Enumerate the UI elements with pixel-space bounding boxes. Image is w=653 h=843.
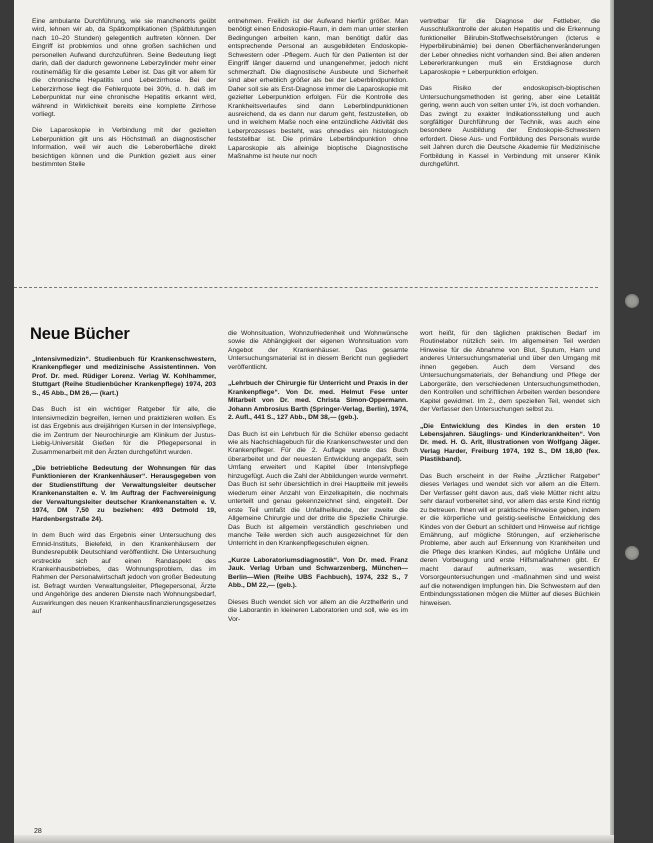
paragraph: Die Laparoskopie in Verbindung mit der gezielten Leberpunktion gilt uns als Höchstmaß an diagnostischer Information, weil wir auch die Leberoberfläche direkt besichtigen können und die Punktion gezielt aus einer bestimmten Stelle	[32, 127, 216, 169]
book-title-entry: „Die Entwicklung des Kindes in den ersten 10 Lebensjahren. Säuglings- und Kinderkrankheiten“. Von Dr. med. H. G. Arlt, Illustrationen von Wolfgang Jäger. Verlag Harder, Freiburg 1974, 192 S., DM 18,80 (fex. Plastikband).	[420, 422, 600, 464]
top-column-2	[228, 18, 408, 170]
paragraph: entnehmen. Freilich ist der Aufwand hierfür größer. Man benötigt einen Endoskopie-Raum, in dem man unter sterilen Bedingungen arbeiten kann, man benötigt dafür das entsprechende Personal an ausgebildeten Endoskopie-Schwestern oder -Pflegern. Auch für den Patienten ist der Eingriff länger dauernd und unangenehmer, jedoch nicht schmerzhaft. Die diagnostische Ausbeute und Sicherheit sind aber erheblich größer als bei der Leberblindpunktion. Daher soll sie als Erst-Diagnose immer die Laparoskopie mit gezielter Leberpunktion erfolgen. Für die Kontrolle des Krankheitsverlaufes sind dann Leberblindpunktionen ausreichend, da es dann nur darum geht, festzustellen, ob und in welchem Maße noch eine entzündliche Aktivität des Leberprozesses besteht, was ohnedies ein histologisch feststellbar ist. Die primäre Leberblindpunktion ohne Laparoskopie als alleinige bioptische Diagnostische Maßnahme ist heute nur noch	[228, 18, 408, 161]
paragraph: vertretbar für die Diagnose der Fettleber, die Ausschlußkontrolle der akuten Hepatitis und die Erkennung funktioneller Bilirubin-Stoffwechselstörungen (Icterus e Hyperbilirubinämie) bei denen Oberflächenveränderungen der Leber ohnedies nicht vorhanden sind. Bei allen anderen Lebererkrankungen muß ein Erstdiagnose durch Laparoskopie + Leberpunktion erfolgen.	[420, 18, 600, 76]
book-title-entry: „Kurze Laboratoriumsdiagnostik“. Von Dr. med. Franz Jauk. Verlag Urban und Schwarzenberg, München—Berlin—Wien (Reihe UBS Fachbuch), 1974, 232 S., 7 Abb., DM 22,— (geb.).	[228, 556, 408, 590]
book-review-text: Das Buch ist ein Lehrbuch für die Schüler ebenso gedacht wie als Nachschlagebuch für die Krankenschwester und den Krankenpfleger. Für die 2. Auflage wurde das Buch überarbeitet und der neuesten Entwicklung angepaßt, sein Umfang erweitert und Kapitel über Intensivpflege hinzugefügt. Auch die Zahl der Abbildungen wurde vermehrt. Das Buch ist sehr übersichtlich in drei Hauptteile mit jeweils wiederum einer Anzahl von Einzelkapiteln, die nochmals unterteilt und genau gekennzeichnet sind, eingeteilt. Der erste Teil umfaßt die Unfallheilkunde, der zweite die Allgemeine Chirurgie und der dritte die Spezielle Chirurgie. Das Buch ist allgemein verständlich geschrieben und manche Teile werden sich auch ausgezeichnet für den Unterricht in den Krankenpflegeschulen eignen.	[228, 430, 408, 548]
book-review-text: die Wohnsituation, Wohnzufriedenheit und Wohnwünsche sowie die Abhängigkeit der eigenen Wohnsituation vom Angebot der Krankenhäuser. Das gesamte Untersuchungsmaterial ist in diesem Bericht nun gegliedert veröffentlicht.	[228, 330, 408, 371]
book-title-entry: „Die betriebliche Bedeutung der Wohnungen für das Funktionieren der Krankenhäuser“. Herausgegeben von der Studienstiftung der Verwaltungsleiter deutscher Krankenanstalten e. V. Im Auftrag der Fachvereinigung der Verwaltungsleiter deutscher Krankenanstalten e. V. 1974, DM 7,50 zu beziehen: 493 Detmold 19, Hardenbergstraße 24).	[32, 464, 216, 523]
paragraph: Das Risiko der endoskopisch-bioptischen Untersuchungsmethoden ist gering, aber eine Letalität gering, wenn auch von selten unter 1%, ist doch vorhanden. Das zwingt zu exakter Indikationsstellung und auch sorgfältiger Durchführung der Technik, was auch eine besondere Ausbildung der Endoskopie-Schwestern erfordert. Diese Aus- und Fortbildung des Personals wurde seit Jahren durch die Deutsche Akademie für Medizinische Fortbildung in Kassel in Verbindung mit unserer Klinik durchgeführt.	[420, 85, 600, 169]
page-edge-shadow	[610, 0, 614, 843]
book-review-text: In dem Buch wird das Ergebnis einer Untersuchung des Emnid-Instituts, Bielefeld, in den Krankenhäusern der Bundesrepublik Deutschland veröffentlicht. Die Untersuchung erstreckte sich auf einen Randaspekt des Krankenhausbetriebes, das Wohnungsproblem, das im Rahmen der Personalwirtschaft jedoch von großer Bedeutung ist. Befragt wurden Verwaltungsleiter, Pflegepersonal, Ärzte und Angehörige des anderen Dienste nach Wohnungsbedarf, Auswirkungen des neuen Krankenhausfinanzierungsgesetzes auf	[32, 532, 216, 616]
books-column-2	[228, 330, 408, 632]
book-title-entry: „Intensivmedizin“. Studienbuch für Krankenschwestern, Krankenpfleger und medizinische Assistentinnen. Von Prof. Dr. med. Rüdiger Lorenz. Verlag W. Kohlhammer, Stuttgart (Reihe Studienbücher Krankenpflege) 1974, 203 S., 45 Abb., DM 26,— (kart.)	[32, 356, 216, 397]
paragraph: Eine ambulante Durchführung, wie sie manchenorts geübt wird, lehnen wir ab, da Spätkomplikationen (Spätblutungen nach 10–20 Stunden) gelegentlich auftreten können. Der Eingriff ist problemlos und ohne großen sachlichen und personellen Aufwand durchzuführen. Seine Bedeutung liegt darin, daß der dadurch gewonnene Leberzylinder mehr einer routinemäßig für die gesamte Leber ist. Das gilt vor allem für die chronische Hepatitis und Leberzirrhose. Bei der Leberzirrhose liegt die Fehlerquote bei 30%, d. h. daß im Leberpunktat nur eine chronische Hepatitis erkannt wird, während in Wirklichkeit bereits eine komplette Zirrhose vorliegt.	[32, 18, 216, 118]
book-review-text: wort heißt, für den täglichen praktischen Bedarf im Routinelabor nützlich sein. Im allgemeinen Teil werden Hinweise für die Abnahme von Blut, Sputum, Harn und anderes Untersuchungsmaterial und über den Umgang mit ihnen gegeben. Auch dem Versand des Untersuchungsmaterials, der Behandlung und Pflege der Laborgeräte, den verschiedenen Untersuchungsmethoden, den Kontrollen und schriftlichen Arbeiten werden besondere Kapitel gewidmet. Im 2., dem speziellen Teil, wendet sich der Verfasser den Untersuchungen selbst zu.	[420, 330, 600, 414]
books-column-3	[420, 330, 600, 616]
book-title-entry: „Lehrbuch der Chirurgie für Unterricht und Praxis in der Krankenpflege“. Von Dr. med. Helmut Fese unter Mitarbeit von Dr. med. Christa Simon-Oppermann. Johann Ambrosius Barth (Springer-Verlag, Berlin), 1974, 2. Aufl., 441 S., 127 Abb., DM 38,— (geb.).	[228, 380, 408, 422]
magazine-page	[14, 0, 614, 843]
books-column-1	[32, 356, 216, 625]
punch-hole	[625, 294, 639, 308]
section-heading: Neue Bücher	[30, 325, 130, 343]
top-column-3	[420, 18, 600, 178]
section-divider	[14, 287, 598, 289]
top-column-1	[32, 18, 216, 178]
punch-hole	[625, 546, 639, 560]
page-bottom-shadow	[14, 835, 614, 843]
book-review-text: Das Buch erscheint in der Reihe „Ärztlicher Ratgeber“ dieses Verlages und wendet sich vor allem an die Eltern. Der Verfasser geht davon aus, daß viele Mütter nicht allzu sehr darauf vorbereitet sind, vor allem das erste Kind richtig zu betreuen. Ihnen will er praktische Hinweise geben, indem er die körperliche und geistig-seelische Entwicklung des Kindes von der Geburt an schildert und Hinweise auf richtige Ernährung, auf mögliche Störungen, auf erzieherische Probleme, aber auch auf Erkennung von Krankheiten und die Pflege des kranken Kindes, auf mögliche Unfälle und deren Vorbeugung und erste Hilfsmaßnahmen gibt. Er macht darauf aufmerksam, was wesentlich Vorsorgeuntersuchungen und -maßnahmen sind und weist auf die notwendigen Impfungen hin. Die Schwestern auf den Entbindungsstationen mögen die Mütter auf dieses Büchlein hinweisen.	[420, 472, 600, 607]
page-number: 28	[34, 828, 42, 835]
book-review-text: Das Buch ist ein wichtiger Ratgeber für alle, die Intensivmedizin begreifen, lernen und praktizieren wollen. Es ist das Ergebnis aus dreijährigen Kursen in der Intensivpflege, die im Zentrum der Neurochirurgie am Klinikum der Justus-Liebig-Universität Gießen für die Pflegepersonal in Zusammenarbeit mit den Ärzten durchgeführt wurden.	[32, 406, 216, 456]
book-review-text: Dieses Buch wendet sich vor allem an die Arzthelferin und die Laborantin in kleineren Laboratorien und soll, wie es im Vor-	[228, 598, 408, 623]
